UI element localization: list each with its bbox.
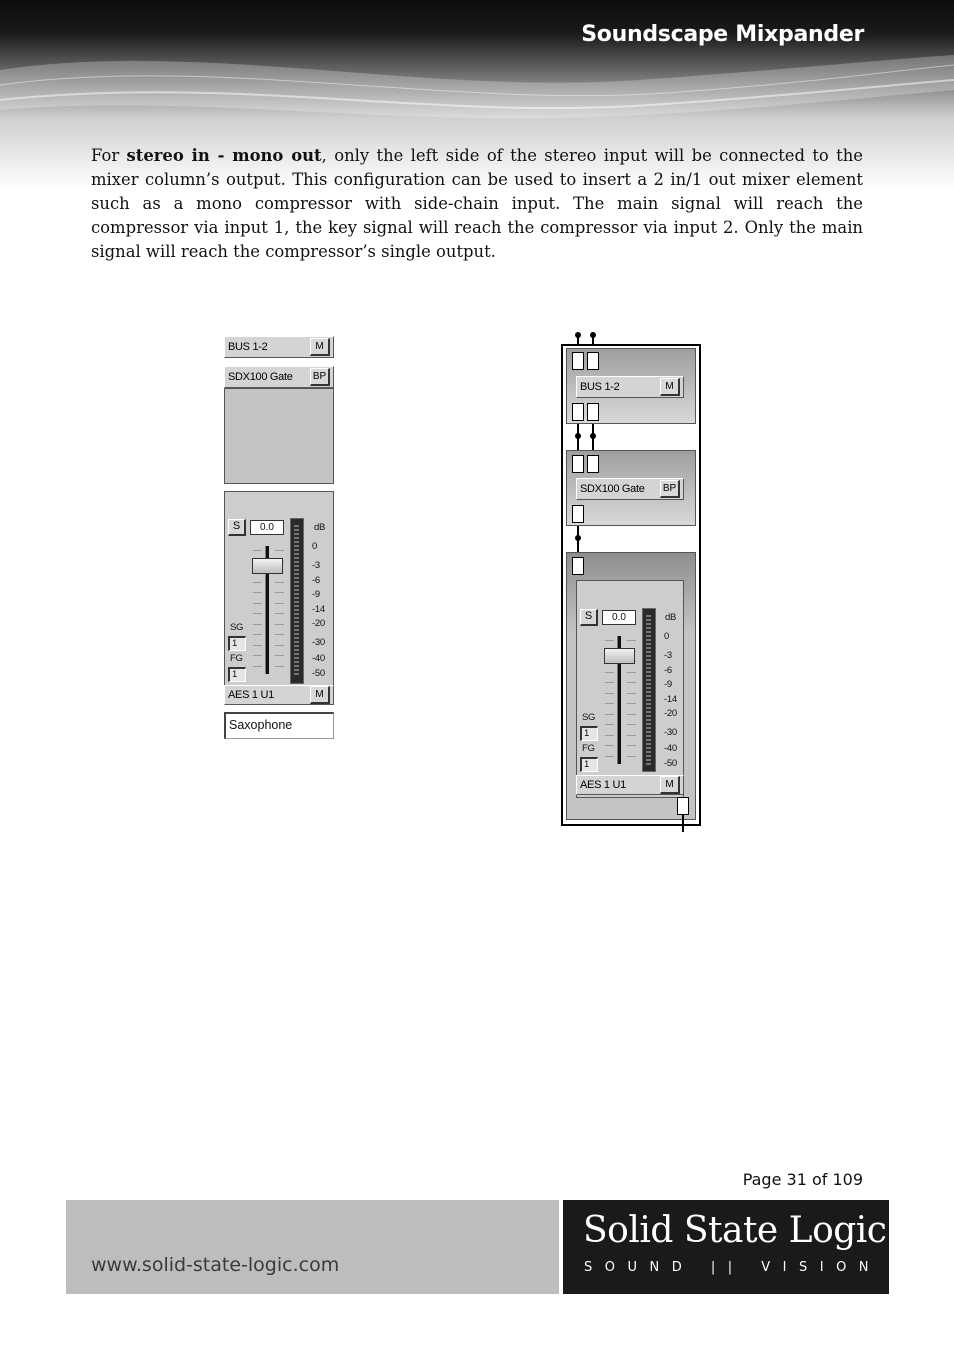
channel-name-field[interactable]: Saxophone	[224, 712, 334, 739]
fader-tick	[605, 756, 614, 757]
routing-insert-slot[interactable]: SDX100 Gate	[576, 478, 684, 500]
fader-tick	[605, 735, 614, 736]
fader-tick	[275, 592, 284, 593]
fader-tick	[275, 582, 284, 583]
insert-output-port	[572, 505, 584, 523]
company-logo: Solid State Logic	[583, 1210, 887, 1251]
routing-bus-mute-button[interactable]: M	[660, 378, 680, 396]
gain-value-field[interactable]: 0.0	[250, 520, 284, 535]
fader-tick	[605, 640, 614, 641]
fader-tick	[253, 645, 262, 646]
output-mute-button[interactable]: M	[310, 686, 330, 704]
fader-tick	[275, 666, 284, 667]
routing-volume-fader[interactable]	[604, 648, 635, 664]
logo-tagline: SOUND || VISION	[584, 1260, 882, 1275]
bus-to-insert-dot-2	[590, 433, 596, 439]
scale-label: -40	[664, 743, 677, 754]
scale-label: -14	[312, 604, 325, 615]
page-title: Soundscape Mixpander	[581, 22, 864, 47]
routing-level-meter	[642, 608, 656, 772]
routing-db-label: dB	[665, 612, 677, 623]
fader-tick	[627, 682, 636, 683]
fader-tick	[275, 603, 284, 604]
scale-label: -30	[664, 727, 677, 738]
fader-tick	[627, 735, 636, 736]
sg-value-field[interactable]: 1	[228, 636, 246, 651]
scale-label: -40	[312, 653, 325, 664]
routing-sg-label: SG	[582, 712, 596, 723]
fader-tick	[275, 655, 284, 656]
bus-selector[interactable]: BUS 1-2	[224, 336, 334, 358]
fader-tick	[275, 613, 284, 614]
output-selector[interactable]: AES 1 U1	[224, 685, 334, 705]
fader-tick	[275, 624, 284, 625]
empty-insert-area	[224, 388, 334, 484]
paragraph-text: , only the left side of the stereo input will be connected to the mixer column’s output. This configuration can be used to insert a 2 in/1 out mixer element such as a mono compressor with side-chain input. The main signal will reach the compressor via input 1, the key signal will reach the compressor via input 2. Only the main signal will reach the compressor’s single output.	[91, 146, 863, 261]
fader-tick	[253, 603, 262, 604]
fader-tick	[605, 714, 614, 715]
scale-label: -20	[664, 708, 677, 719]
fader-tick	[253, 582, 262, 583]
routing-output-mute-button[interactable]: M	[660, 776, 680, 794]
fg-value-field[interactable]: 1	[228, 667, 246, 682]
fader-tick	[275, 634, 284, 635]
scale-label: -3	[312, 560, 320, 571]
bus-mute-button[interactable]: M	[310, 338, 330, 356]
fader-output-port	[677, 797, 689, 815]
scale-label: -9	[312, 589, 320, 600]
insert-input-port-1	[572, 455, 584, 473]
routing-fg-value-field[interactable]: 1	[580, 757, 598, 772]
routing-fg-label: FG	[582, 743, 595, 754]
scale-label: -20	[312, 618, 325, 629]
fader-tick	[275, 550, 284, 551]
scale-label: 0	[312, 541, 317, 552]
fader-tick	[627, 693, 636, 694]
bus-output-port-1	[572, 403, 584, 421]
routing-solo-button[interactable]: S	[580, 609, 598, 626]
fader-tick	[605, 693, 614, 694]
paragraph-prefix: For	[91, 146, 127, 165]
footer-url-bar	[66, 1200, 559, 1294]
fader-tick	[605, 682, 614, 683]
insert-slot[interactable]: SDX100 Gate	[224, 366, 334, 388]
fader-tick	[275, 645, 284, 646]
bus-input-port-1	[572, 352, 584, 370]
bus-input-port-2	[587, 352, 599, 370]
scale-label: -50	[312, 668, 325, 679]
scale-label: -9	[664, 679, 672, 690]
scale-label: -14	[664, 694, 677, 705]
bus-output-port-2	[587, 403, 599, 421]
insert-bypass-button[interactable]: BP	[310, 368, 330, 386]
scale-label: -3	[664, 650, 672, 661]
fader-tick	[253, 655, 262, 656]
fader-tick	[627, 745, 636, 746]
scale-label: 0	[664, 631, 669, 642]
routing-sg-value-field[interactable]: 1	[580, 726, 598, 741]
routing-gain-value-field[interactable]: 0.0	[602, 610, 636, 625]
routing-output-selector[interactable]: AES 1 U1	[576, 775, 684, 795]
insert-input-port-2	[587, 455, 599, 473]
level-meter	[290, 518, 304, 684]
fader-tick	[627, 714, 636, 715]
routing-diagram	[560, 330, 702, 834]
fader-tick	[627, 756, 636, 757]
footer-url[interactable]: www.solid-state-logic.com	[91, 1254, 340, 1276]
fader-tick	[605, 703, 614, 704]
fader-tick	[253, 634, 262, 635]
fader-tick	[605, 745, 614, 746]
routing-insert-bypass-button[interactable]: BP	[660, 480, 680, 498]
scale-label: -6	[664, 665, 672, 676]
fader-tick	[605, 724, 614, 725]
fader-tick	[253, 550, 262, 551]
fader-tick	[627, 672, 636, 673]
fader-tick	[253, 592, 262, 593]
scale-label: -6	[312, 575, 320, 586]
fader-input-port	[572, 557, 584, 575]
fader-tick	[253, 613, 262, 614]
output-wire	[682, 814, 684, 832]
mixer-column-strip	[224, 336, 334, 740]
fader-tick	[627, 724, 636, 725]
db-label: dB	[314, 522, 326, 533]
volume-fader[interactable]	[252, 558, 283, 574]
fader-tick	[605, 672, 614, 673]
insert-to-fader-dot	[575, 535, 581, 541]
page-number: Page 31 of 109	[742, 1170, 863, 1189]
body-paragraph	[91, 144, 863, 264]
fader-tick	[253, 666, 262, 667]
bus-to-insert-dot-1	[575, 433, 581, 439]
fg-label: FG	[230, 653, 243, 664]
sg-label: SG	[230, 622, 244, 633]
fader-tick	[253, 624, 262, 625]
scale-label: -30	[312, 637, 325, 648]
fader-tick	[627, 703, 636, 704]
paragraph-bold-term: stereo in - mono out	[126, 146, 322, 165]
solo-button[interactable]: S	[228, 519, 246, 536]
footer-logo-block	[563, 1200, 889, 1294]
scale-label: -50	[664, 758, 677, 769]
routing-bus-selector[interactable]: BUS 1-2	[576, 376, 684, 398]
fader-tick	[627, 640, 636, 641]
